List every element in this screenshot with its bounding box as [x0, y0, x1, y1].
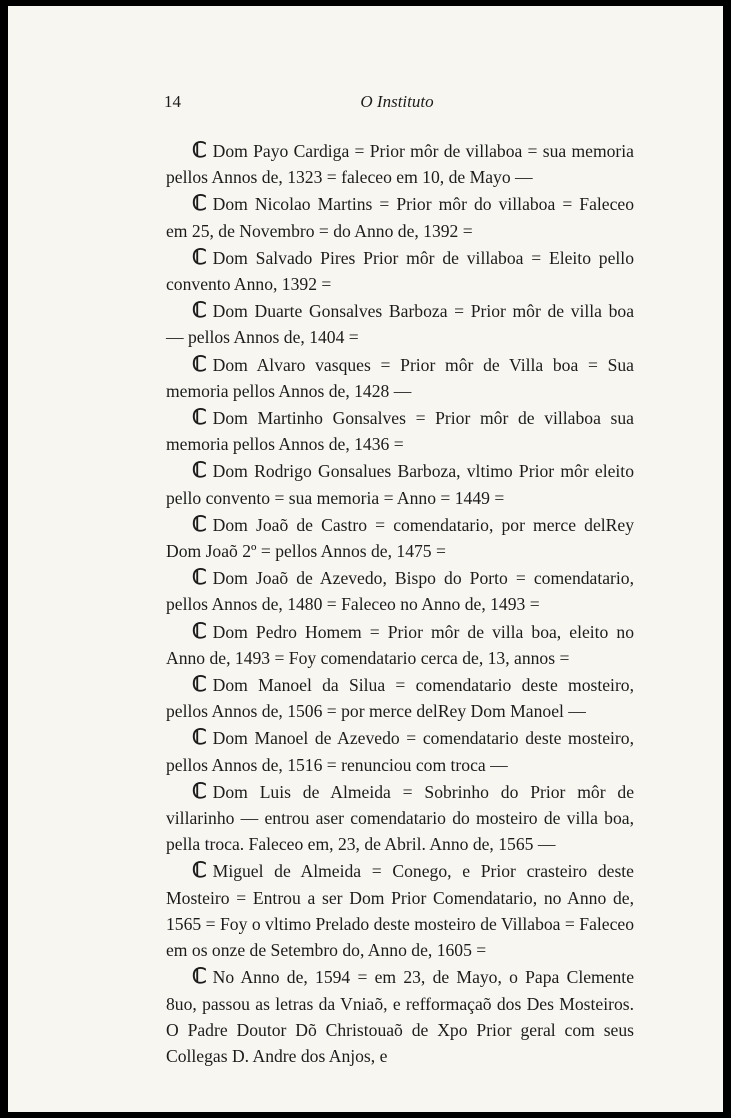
paragraph-mark-icon: ℂ — [192, 618, 207, 643]
paragraph-mark-icon: ℂ — [192, 458, 207, 483]
entry-text: Dom Nicolao Martins = Prior môr do villaboa = Faleceo em 25, de Novembro = do Anno de, 1392 = — [166, 194, 634, 241]
paragraph-mark-icon: ℂ — [192, 244, 207, 269]
paragraph-mark-icon: ℂ — [192, 405, 207, 430]
paragraph-mark-icon: ℂ — [192, 138, 207, 162]
page-header — [160, 92, 634, 122]
running-title: O Instituto — [360, 92, 434, 111]
entry-text: Dom Luis de Almeida = Sobrinho do Prior môr de villarinho — entrou aser comendatario do mosteiro de villa boa, pella troca. Faleceo em, 23, de Abril. Anno de, 1565 — — [166, 781, 634, 855]
paragraph-mark-icon: ℂ — [192, 778, 207, 803]
entry-paragraph — [166, 511, 634, 564]
book-page — [8, 6, 723, 1112]
entry-paragraph — [166, 137, 634, 190]
entry-text: Miguel de Almeida = Conego, e Prior crasteiro deste Mosteiro = Entrou a ser Dom Prior Comendatario, no Anno de, 1565 = Foy o vltimo Prelado deste mosteiro de Villaboa = Faleceo em os onze de Setembro do, Anno de, 1605 = — [166, 861, 634, 961]
entry-text: Dom Salvado Pires Prior môr de villaboa = Eleito pello convento Anno, 1392 = — [166, 247, 634, 295]
paragraph-mark-icon: ℂ — [192, 672, 207, 697]
entry-text: Dom Alvaro vasques = Prior môr de Villa boa = Sua memoria pellos Annos de, 1428 — — [166, 354, 634, 401]
entry-paragraph — [166, 457, 634, 510]
entry-text: Dom Martinho Gonsalves = Prior môr de villaboa sua memoria pellos Annos de, 1436 = — [166, 408, 634, 455]
entry-paragraph — [166, 778, 634, 858]
entry-paragraph — [166, 857, 634, 963]
paragraph-mark-icon: ℂ — [192, 964, 207, 989]
body-text — [166, 137, 634, 1069]
entry-text: Dom Joaõ de Azevedo, Bispo do Porto = comendatario, pellos Annos de, 1480 = Faleceo no Anno de, 1493 = — [166, 568, 634, 615]
paragraph-mark-icon: ℂ — [192, 191, 207, 216]
entry-text: Dom Manoel de Azevedo = comendatario deste mosteiro, pellos Annos de, 1516 = renunciou com troca — — [166, 728, 634, 775]
entry-text: Dom Manoel da Silua = comendatario deste mosteiro, pellos Annos de, 1506 = por merce delRey Dom Manoel — — [166, 675, 634, 722]
entry-paragraph — [166, 963, 634, 1069]
entry-text: Dom Payo Cardiga = Prior môr de villaboa = sua memoria pellos Annos de, 1323 = faleceo em 10, de Mayo — — [166, 141, 634, 188]
entry-paragraph — [166, 244, 634, 297]
entry-text: Dom Pedro Homem = Prior môr de villa boa, eleito no Anno de, 1493 = Foy comendatario cerca de, 13, annos = — [166, 621, 634, 668]
entry-paragraph — [166, 724, 634, 777]
entry-paragraph — [166, 297, 634, 350]
paragraph-mark-icon: ℂ — [192, 511, 207, 536]
entry-paragraph — [166, 190, 634, 243]
entry-paragraph — [166, 618, 634, 671]
paragraph-mark-icon: ℂ — [192, 858, 207, 883]
paragraph-mark-icon: ℂ — [192, 725, 207, 750]
entry-paragraph — [166, 404, 634, 457]
page-number: 14 — [164, 92, 181, 111]
entry-text: No Anno de, 1594 = em 23, de Mayo, o Papa Clemente 8uo, passou as letras da Vniaõ, e refformaçaõ dos Des Mosteiros. O Padre Doutor Dõ Christouaõ de Xpo Prior geral com seus Collegas D. Andre dos Anjos, e — [166, 967, 634, 1066]
entry-paragraph — [166, 671, 634, 724]
paragraph-mark-icon: ℂ — [192, 298, 207, 323]
entry-paragraph — [166, 564, 634, 617]
entry-text: Dom Rodrigo Gonsalues Barboza, vltimo Prior môr eleito pello convento = sua memoria = Anno = 1449 = — [166, 461, 634, 508]
paragraph-mark-icon: ℂ — [192, 351, 207, 376]
entry-text: Dom Duarte Gonsalves Barboza = Prior môr de villa boa — pellos Annos de, 1404 = — [166, 301, 634, 348]
paragraph-mark-icon: ℂ — [192, 565, 207, 590]
entry-paragraph — [166, 351, 634, 404]
entry-text: Dom Joaõ de Castro = comendatario, por merce delRey Dom Joaõ 2º = pellos Annos de, 1475 = — [166, 514, 634, 562]
